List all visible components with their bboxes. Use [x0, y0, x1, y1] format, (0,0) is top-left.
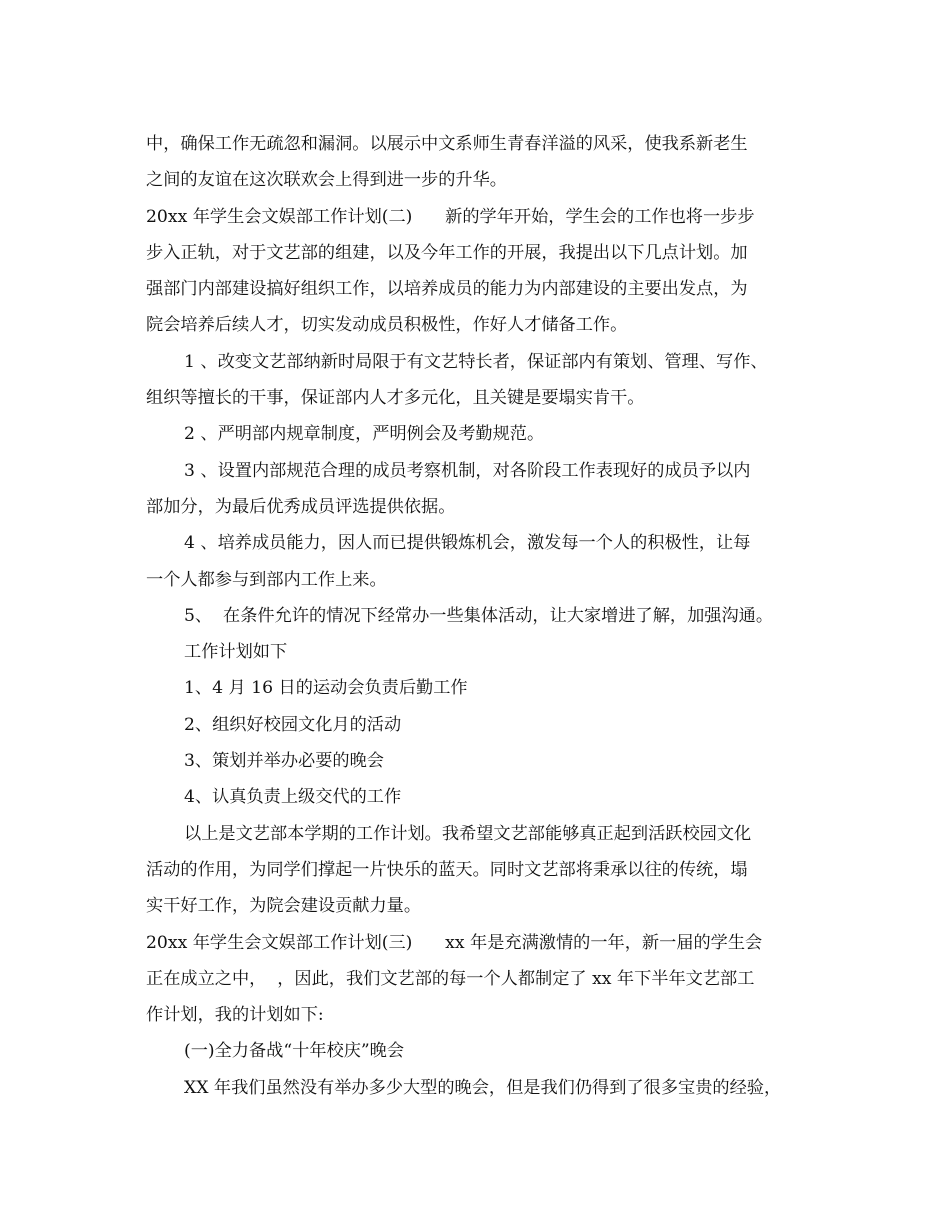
list-item-3: 3 、设置内部规范合理的成员考察机制，对各阶段工作表现好的成员予以内 [184, 460, 751, 481]
list-item-1-continued: 组织等擅长的干事，保证部内人才多元化，且关键是要塌实肯干。 [146, 388, 645, 409]
document-body [146, 126, 814, 1106]
subheading-anniversary-gala: (一)全力备战“十年校庆”晚会 [184, 1041, 405, 1062]
work-plan-item-2: 2、组织好校园文化月的活动 [184, 714, 402, 735]
text-line-5: 强部门内部建设搞好组织工作，以培养成员的能力为内部建设的主要出发点，为 [146, 279, 748, 300]
work-plan-item-4: 4、认真负责上级交代的工作 [184, 787, 402, 808]
summary-paragraph: 以上是文艺部本学期的工作计划。我希望文艺部能够真正起到活跃校园文化 [184, 823, 752, 844]
work-plan-item-1: 1、4 月 16 日的运动会负责后勤工作 [184, 678, 468, 699]
text-line-4: 步入正轨，对于文艺部的组建，以及今年工作的开展，我提出以下几点计划。加 [146, 242, 748, 263]
text-line-24: 正在成立之中， ，因此，我们文艺部的每一个人都制定了 xx 年下半年文艺部工 [146, 968, 755, 989]
text-line-1: 中，确保工作无疏忽和漏洞。以展示中文系师生青春洋溢的风采，使我系新老生 [146, 134, 748, 154]
section-heading-plan-two: 20xx 年学生会文娱部工作计划(二) 新的学年开始，学生会的工作也将一步步 [146, 206, 755, 227]
list-item-3-continued: 部加分，为最后优秀成员评选提供依据。 [146, 496, 456, 517]
text-line-6: 院会培养后续人才，切实发动成员积极性，作好人才储备工作。 [146, 315, 628, 336]
text-line-25: 作计划，我的计划如下: [146, 1005, 324, 1026]
section-heading-plan-three: 20xx 年学生会文娱部工作计划(三) xx 年是充满激情的一年，新一届的学生会 [146, 932, 763, 953]
list-item-4: 4 、培养成员能力，因人而已提供锻炼机会，激发每一个人的积极性，让每 [184, 533, 751, 554]
list-item-1: 1 、改变文艺部纳新时局限于有文艺特长者，保证部内有策划、管理、写作、 [184, 351, 768, 372]
text-line-27: XX 年我们虽然没有举办多少大型的晚会，但是我们仍得到了很多宝贵的经验， [184, 1077, 782, 1098]
list-item-4-continued: 一个人都参与到部内工作上来。 [146, 569, 387, 590]
summary-paragraph-line-2: 活动的作用，为同学们撑起一片快乐的蓝天。同时文艺部将秉承以往的传统，塌 [146, 859, 748, 880]
work-plan-item-3: 3、策划并举办必要的晚会 [184, 751, 384, 772]
list-item-5: 5、 在条件允许的情况下经常办一些集体活动，让大家增进了解，加强沟通。 [184, 605, 774, 626]
text-line-2: 之间的友谊在这次联欢会上得到进一步的升华。 [146, 170, 507, 191]
work-plan-heading: 工作计划如下 [184, 642, 288, 663]
list-item-2: 2 、严明部内规章制度，严明例会及考勤规范。 [184, 424, 545, 445]
summary-paragraph-line-3: 实干好工作，为院会建设贡献力量。 [146, 896, 422, 917]
